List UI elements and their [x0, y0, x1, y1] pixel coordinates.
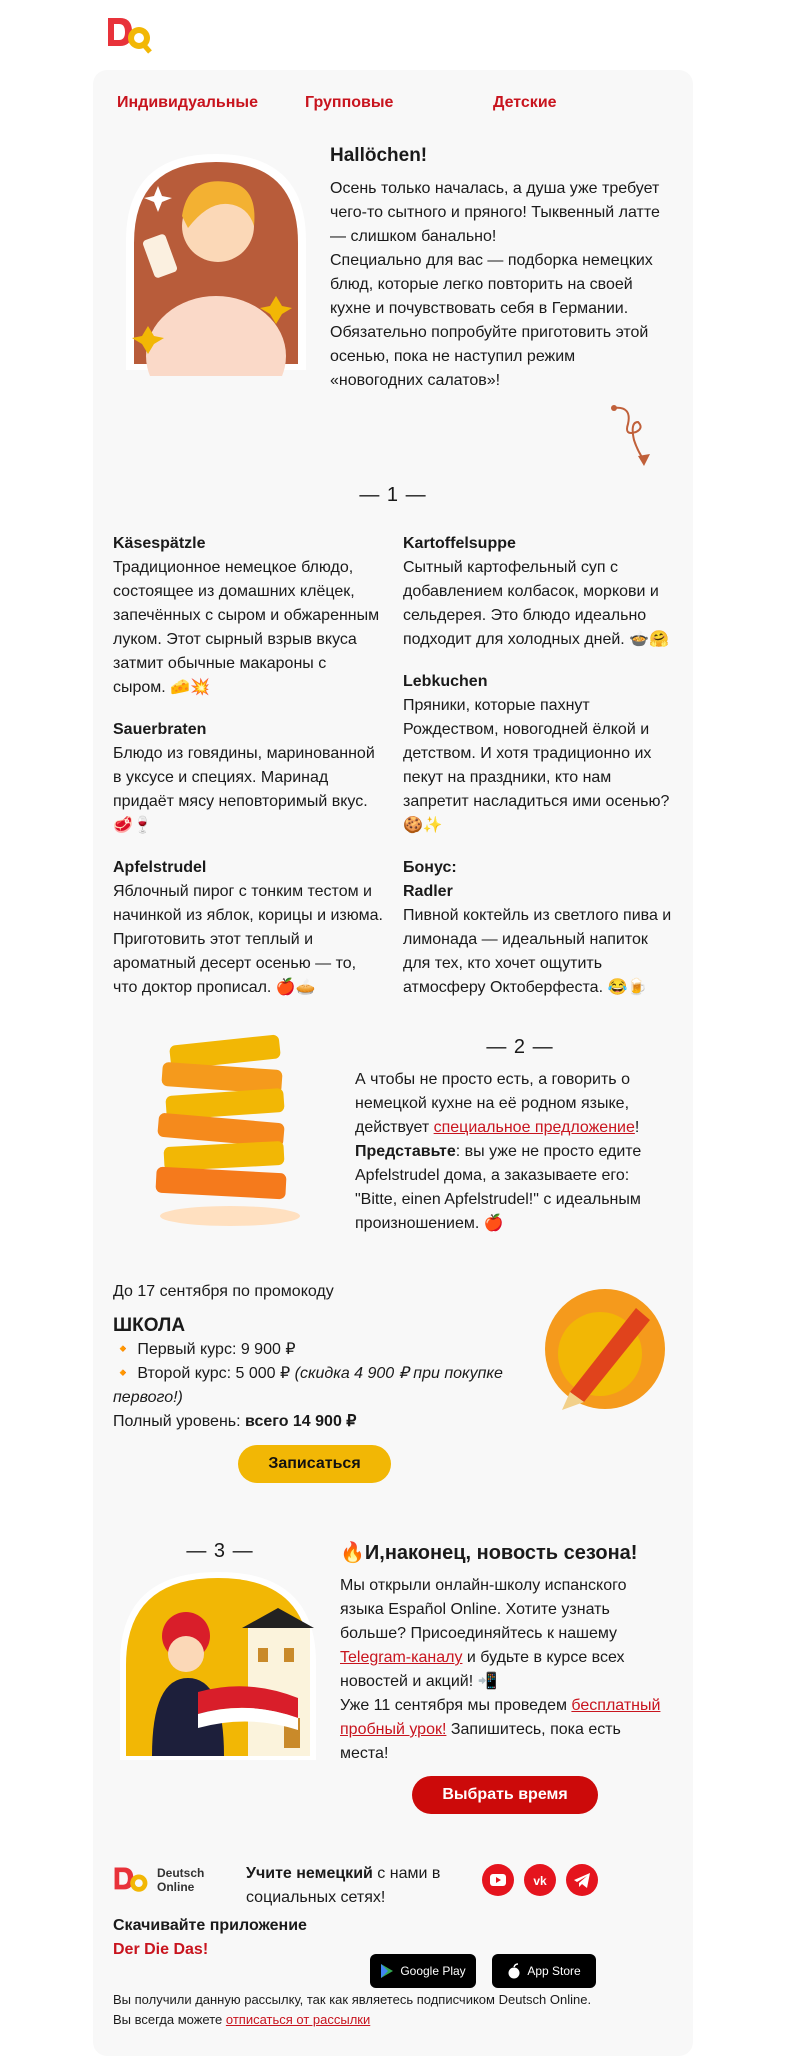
dish-radler — [403, 856, 688, 1000]
dish-line: начинкой из яблок, корицы и изюма. — [113, 907, 383, 924]
youtube-icon[interactable] — [482, 1864, 514, 1896]
intro-line: чего-то сытного и пряного! Тыквенный латте — [330, 204, 660, 221]
offer-line: произношением. 🍎 — [355, 1215, 504, 1232]
offer-line: "Bitte, einen Apfelstrudel!" с идеальным — [355, 1191, 641, 1208]
section-1-number: — 1 — — [359, 484, 427, 506]
news-line: новостей и акций! 📲 — [340, 1673, 498, 1690]
news-text — [340, 1574, 680, 1766]
intro-line: — слишком банально! — [330, 228, 497, 245]
telegram-icon[interactable] — [566, 1864, 598, 1896]
offer-text-pre: действует — [355, 1119, 434, 1136]
dish-text — [113, 556, 393, 700]
intro-line: «новогодних салатов»! — [330, 372, 501, 389]
news-line: Мы открыли онлайн-школу испанского — [340, 1577, 627, 1594]
dish-sauerbraten — [113, 718, 393, 838]
dish-line: сыром. 🧀💥 — [113, 679, 211, 696]
dish-line: луком. Этот сырный взрыв вкуса — [113, 631, 357, 648]
dish-line: для тех, кто хочет ощутить — [403, 955, 603, 972]
course-2-price — [113, 1362, 513, 1386]
course-2-discount-cont — [113, 1386, 513, 1410]
footer-note-pre: Вы всегда можете — [113, 2012, 226, 2027]
offer-line — [355, 1116, 685, 1140]
dish-line: затмит обычные макароны с — [113, 655, 327, 672]
nav-kids[interactable]: Детские — [493, 94, 557, 111]
social-text — [246, 1862, 476, 1910]
google-play-button[interactable] — [370, 1954, 476, 1988]
news-line: больше? Присоединяйтесь к нашему — [340, 1625, 618, 1642]
intro-line: Осень только началась, а душа уже требует — [330, 180, 660, 197]
squiggle-arrow-icon — [608, 400, 658, 470]
dish-title: Lebkuchen — [403, 673, 488, 690]
brand-name-line: Online — [157, 1880, 195, 1894]
news-text-rest: Запишитесь, пока есть — [446, 1721, 621, 1738]
total-value: всего 14 900 ₽ — [245, 1413, 357, 1430]
dish-line: состоящее из домашних клёцек, — [113, 583, 355, 600]
course-2-text: 🔸 Второй курс: 5 000 ₽ — [113, 1365, 295, 1382]
course-2-discount-end: первого!) — [113, 1389, 183, 1406]
news-line — [340, 1694, 680, 1718]
google-play-label: Google Play — [400, 1964, 466, 1978]
dish-title: Sauerbraten — [113, 721, 207, 738]
offer-line: Apfelstrudel дома, а заказываете его: — [355, 1167, 630, 1184]
offer-line — [355, 1140, 685, 1164]
footer-note-line: Вы получили данную рассылку, так как являетесь подписчиком Deutsch Online. — [113, 1992, 592, 2007]
dish-line: что доктор прописал. 🍎🥧 — [113, 979, 316, 996]
dish-line: 🍪✨ — [403, 817, 443, 834]
dish-text — [113, 742, 393, 838]
dish-line: запретит насладиться ими осенью? — [403, 793, 670, 810]
dish-kasespatzle — [113, 532, 393, 700]
footer-note-line — [113, 2010, 673, 2030]
dish-line: ароматный десерт осенью — то, — [113, 955, 357, 972]
google-play-icon — [380, 1963, 394, 1979]
social-bold: Учите немецкий — [246, 1865, 373, 1882]
app-promo-line: Скачивайте приложение — [113, 1917, 307, 1934]
offer-bold: Представьте — [355, 1143, 456, 1160]
app-name: Der Die Das! — [113, 1941, 209, 1958]
dish-subtitle: Radler — [403, 883, 453, 900]
dish-text — [113, 880, 398, 1000]
intro-line: Обязательно попробуйте приготовить этой — [330, 324, 649, 341]
dish-kartoffelsuppe — [403, 532, 683, 652]
dish-title: Бонус: — [403, 859, 457, 876]
dish-line: придаёт мясу неповторимый вкус. — [113, 793, 368, 810]
svg-text:vk: vk — [533, 1874, 547, 1888]
offer-line: А чтобы не просто есть, а говорить о — [355, 1071, 630, 1088]
section-2-number: — 2 — — [486, 1036, 554, 1058]
brand-name-line: Deutsch — [157, 1866, 205, 1880]
dish-line: сельдерея. Это блюдо идеально — [403, 607, 647, 624]
choose-time-button[interactable]: Выбрать время — [412, 1776, 598, 1814]
dish-text — [403, 556, 683, 652]
dish-line: в уксусе и специях. Маринад — [113, 769, 329, 786]
dish-line: добавлением колбасок, моркови и — [403, 583, 659, 600]
dish-text — [403, 904, 688, 1000]
dish-line: атмосферу Октоберфеста. 😂🍺 — [403, 979, 648, 996]
news-title: 🔥И,наконец, новость сезона! — [340, 1542, 638, 1564]
free-lesson-link-cont[interactable]: пробный урок! — [340, 1721, 447, 1738]
course-2-discount: (скидка 4 900 ₽ при покупке — [294, 1365, 503, 1382]
intro-line: блюд, которые легко повторить на своей — [330, 276, 633, 293]
dish-line: запечённых с сыром и обжаренным — [113, 607, 380, 624]
dish-line: лимонада — идеальный напиток — [403, 931, 648, 948]
dish-line: Приготовить этот теплый и — [113, 931, 314, 948]
dish-line: подходит для холодных дней. 🍲🤗 — [403, 631, 670, 648]
footer-brand[interactable] — [113, 1862, 204, 1898]
dish-line: детством. И хотя традиционно их — [403, 745, 652, 762]
books-stack-illustration — [140, 1030, 310, 1230]
brand-logo-icon[interactable] — [106, 14, 152, 54]
latte-illustration — [118, 146, 314, 376]
course-list — [113, 1338, 513, 1434]
offer-text-post: ! — [634, 1119, 640, 1136]
section-3-number: — 3 — — [186, 1540, 254, 1562]
dish-line: Блюдо из говядины, маринованной — [113, 745, 375, 762]
dish-title: Käsespätzle — [113, 535, 206, 552]
total-label: Полный уровень: — [113, 1413, 245, 1430]
enroll-button[interactable]: Записаться — [238, 1445, 391, 1483]
course-1-price: 🔸 Первый курс: 9 900 ₽ — [113, 1341, 296, 1358]
dish-line: Пивной коктейль из светлого пива и — [403, 907, 672, 924]
brand-logo-icon — [113, 1862, 149, 1898]
spain-girl-illustration — [118, 1568, 318, 1762]
dish-line: пекут на праздники, кто нам — [403, 769, 612, 786]
app-store-label: App Store — [527, 1964, 581, 1978]
news-line: места! — [340, 1745, 389, 1762]
footer-note — [113, 1990, 673, 2030]
telegram-channel-link[interactable]: Telegram-каналу — [340, 1649, 463, 1666]
dish-line: Пряники, которые пахнут — [403, 697, 590, 714]
social-text-rest: с нами в — [372, 1865, 441, 1882]
news-text-rest: и будьте в курсе всех — [462, 1649, 625, 1666]
special-offer-link[interactable]: специальное предложение — [433, 1119, 635, 1136]
apple-icon — [507, 1963, 521, 1979]
vk-icon[interactable] — [524, 1864, 556, 1896]
app-promo — [113, 1914, 307, 1962]
greeting-heading: Hallöchen! — [330, 145, 428, 166]
pen-illustration — [540, 1284, 670, 1414]
intro-line: кухне и почувствовать себя в Германии. — [330, 300, 629, 317]
promo-intro: До 17 сентября по промокоду — [113, 1283, 334, 1300]
total-price — [113, 1410, 513, 1434]
dish-line: Яблочный пирог с тонким тестом и — [113, 883, 372, 900]
dish-apfelstrudel — [113, 856, 398, 1000]
free-lesson-link[interactable]: бесплатный — [571, 1697, 661, 1714]
dish-title: Apfelstrudel — [113, 859, 207, 876]
news-line — [340, 1718, 680, 1742]
intro-line: осенью, пока не наступил режим — [330, 348, 576, 365]
intro-text — [330, 177, 670, 393]
nav-group[interactable]: Групповые — [305, 94, 394, 111]
dish-line: Традиционное немецкое блюдо, — [113, 559, 354, 576]
offer-text — [355, 1068, 685, 1236]
offer-text-rest: : вы уже не просто едите — [455, 1143, 642, 1160]
news-line: языка Español Online. Хотите узнать — [340, 1601, 610, 1618]
news-line — [340, 1646, 680, 1670]
app-store-button[interactable] — [492, 1954, 596, 1988]
news-text-pre: Уже 11 сентября мы проведем — [340, 1697, 572, 1714]
nav-individual[interactable]: Индивидуальные — [117, 94, 258, 111]
dish-line: Сытный картофельный суп с — [403, 559, 618, 576]
brand-name — [157, 1866, 204, 1894]
dish-line: 🥩🍷 — [113, 817, 153, 834]
social-line: социальных сетях! — [246, 1889, 386, 1906]
dish-line: Рождеством, новогодней ёлкой и — [403, 721, 650, 738]
promo-code: ШКОЛА — [113, 1315, 186, 1336]
dish-title: Kartoffelsuppe — [403, 535, 516, 552]
offer-line: немецкой кухне на её родном языке, — [355, 1095, 630, 1112]
dish-lebkuchen — [403, 670, 683, 838]
intro-line: Специально для вас — подборка немецких — [330, 252, 653, 269]
social-line — [246, 1862, 476, 1886]
unsubscribe-link[interactable]: отписаться от рассылки — [225, 2012, 371, 2027]
dish-text — [403, 694, 683, 838]
